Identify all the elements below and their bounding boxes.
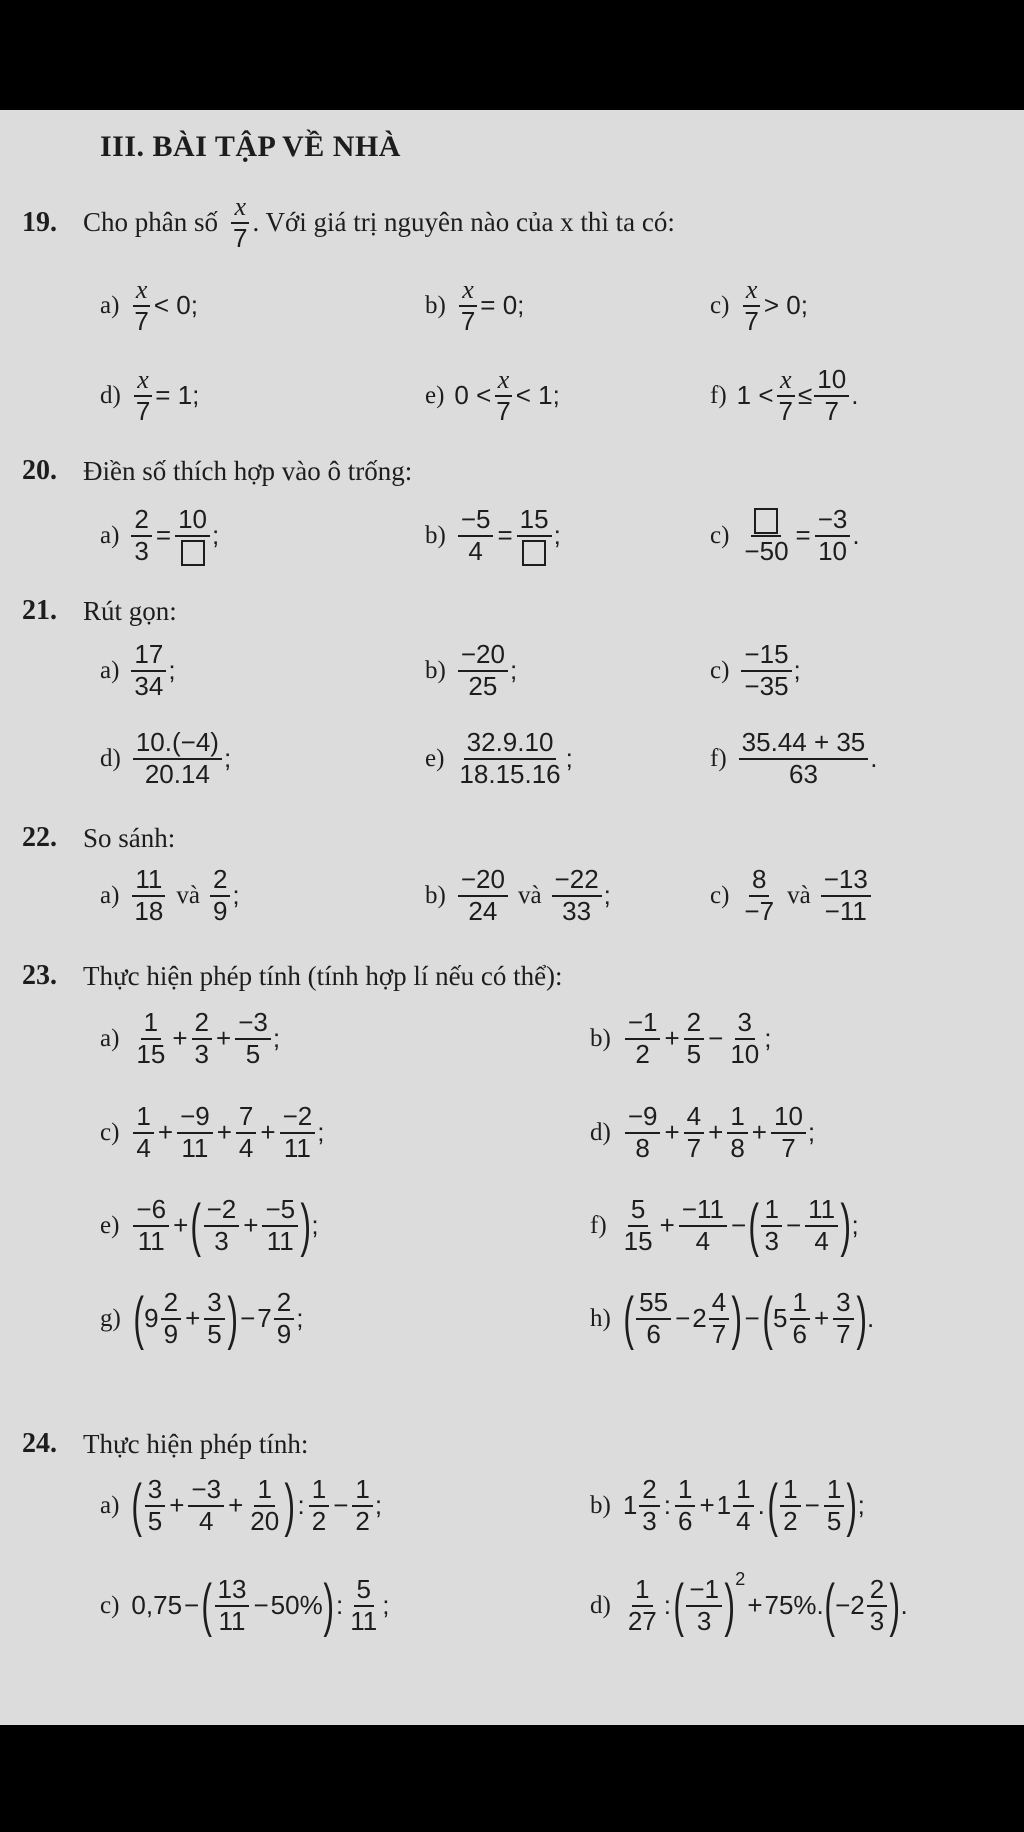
q24-text: Thực hiện phép tính:: [83, 1428, 309, 1459]
q23-item-c: c) 1 4 + $\frac{-9}{11}$ + $\frac{7}{4}$ + $\frac{-2}{11}$ ;: [100, 1101, 325, 1163]
q22-item-c: c) 8 −7 và −13 −11: [710, 865, 873, 927]
q19-number: 19.: [22, 206, 57, 238]
q21-item-c: c) −15 −35 ;: [710, 639, 801, 701]
q19-intro: Cho phân số: [83, 207, 218, 238]
q20-number: 20.: [22, 455, 57, 486]
q19-item-b: b) $\frac{x}{7}$ = 0;: [425, 275, 525, 336]
section-title: III. BÀI TẬP VỀ NHÀ: [100, 130, 401, 163]
q20-item-b: b) $\frac{-5}{4}$ = 15 ;: [425, 504, 561, 566]
q22-item-a: a) 11 18 và 2 9 ;: [100, 864, 240, 926]
q23-item-b: b) −1 2 + $\frac{2}{5}$ − $\frac{3}{10}$ ;: [590, 1007, 772, 1069]
q19-item-c: c) x 7 > 0;: [710, 275, 808, 336]
q23-item-e: e) −6 11 + ( −2 3 + $\frac{-5}{11}$ ) ;: [100, 1192, 319, 1258]
q21-item-a: a) 17 34 ;: [100, 639, 176, 701]
blank-box[interactable]: [522, 540, 546, 566]
q23-heading: [22, 960, 563, 992]
q19-heading: [22, 192, 675, 254]
textbook-page: [0, 110, 1024, 1725]
q21-item-e: e) 32.9.10 18.15.16 ;: [425, 727, 573, 789]
q24-item-d: d) 1 27 : ( −1 3 ) 2 + 75%. ( −2 2 3 ) .: [590, 1569, 908, 1638]
q21-item-d: d) 10.(−4) 20.14 ;: [100, 727, 232, 789]
q21-item-f: f) 35.44 + 35 63 .: [710, 727, 878, 789]
q22-heading: [22, 822, 175, 854]
q19-tail: . Với giá trị nguyên nào của x thì ta có:: [252, 207, 675, 238]
q21-text: Rút gọn:: [83, 595, 177, 626]
q21-heading: [22, 595, 177, 627]
q19-item-d: d) $\frac{x}{7}$ = 1;: [100, 365, 200, 426]
q23-item-d: d) −9 8 + $\frac{4}{7}$ + $\frac{1}{8}$ + $\frac{10}{7}$ ;: [590, 1101, 816, 1163]
blank-box[interactable]: [754, 508, 778, 534]
q20-item-c: c) −50 = $\frac{-3}{10}$ .: [710, 504, 860, 566]
q19-item-a: a) x 7 < 0;: [100, 275, 198, 336]
q23-item-g: g) ( 9 2 9 + $\frac{3}{5}$ ) − 7 2 9 ;: [100, 1285, 304, 1351]
blank-box[interactable]: [181, 540, 205, 566]
q19-item-e: e) 0 < x 7 < 1;: [425, 365, 560, 426]
q22-text: So sánh:: [83, 822, 176, 853]
q22-number: 22.: [22, 822, 57, 853]
q21-item-b: b) −20 25 ;: [425, 639, 518, 701]
q22-item-b: b) −20 24 và −22 33 ;: [425, 864, 611, 926]
q23-item-f: f) 5 15 + $\frac{-11}{4}$ − ( 1 3 − $\frac{11}{4}$ ) ;: [590, 1192, 859, 1258]
q19-item-f: f) 1 < $\frac{x}{7}$ ≤ $\frac{10}{7}$ .: [710, 364, 859, 426]
q23-item-a: a) 1 15 + $\frac{2}{3}$ + $\frac{-3}{5}$ ;: [100, 1007, 281, 1069]
q24-number: 24.: [22, 1428, 57, 1459]
q20-item-a: a) $\frac{2}{3}$ = 10 ;: [100, 504, 220, 566]
q19-fraction: x 7: [233, 192, 248, 253]
q24-item-c: c) 0,75 − ( 13 11 − 50% ) : 5 11 ;: [100, 1572, 390, 1638]
q24-item-a: a) ( 3 5 + $\frac{-3}{4}$ + $\frac{1}{20}$ ) : 1 2 − $\frac{1}{2}$ ;: [100, 1472, 383, 1538]
q23-number: 23.: [22, 960, 57, 991]
q21-number: 21.: [22, 595, 57, 626]
q23-item-h: h) ( 55 6 − 2 4 7 ) − ( 5 1 6 + $\frac{3}{7}$ ) .: [590, 1285, 875, 1351]
q20-text: Điền số thích hợp vào ô trống:: [83, 455, 413, 486]
q24-heading: [22, 1428, 308, 1460]
q20-heading: [22, 455, 412, 487]
q24-item-b: b) 1 2 3 : 1 6 + 1 1 4 . ( 1 2 − $\frac{1}{5}$ ) ;: [590, 1472, 865, 1538]
q23-text: Thực hiện phép tính (tính hợp lí nếu có thể):: [83, 960, 563, 991]
